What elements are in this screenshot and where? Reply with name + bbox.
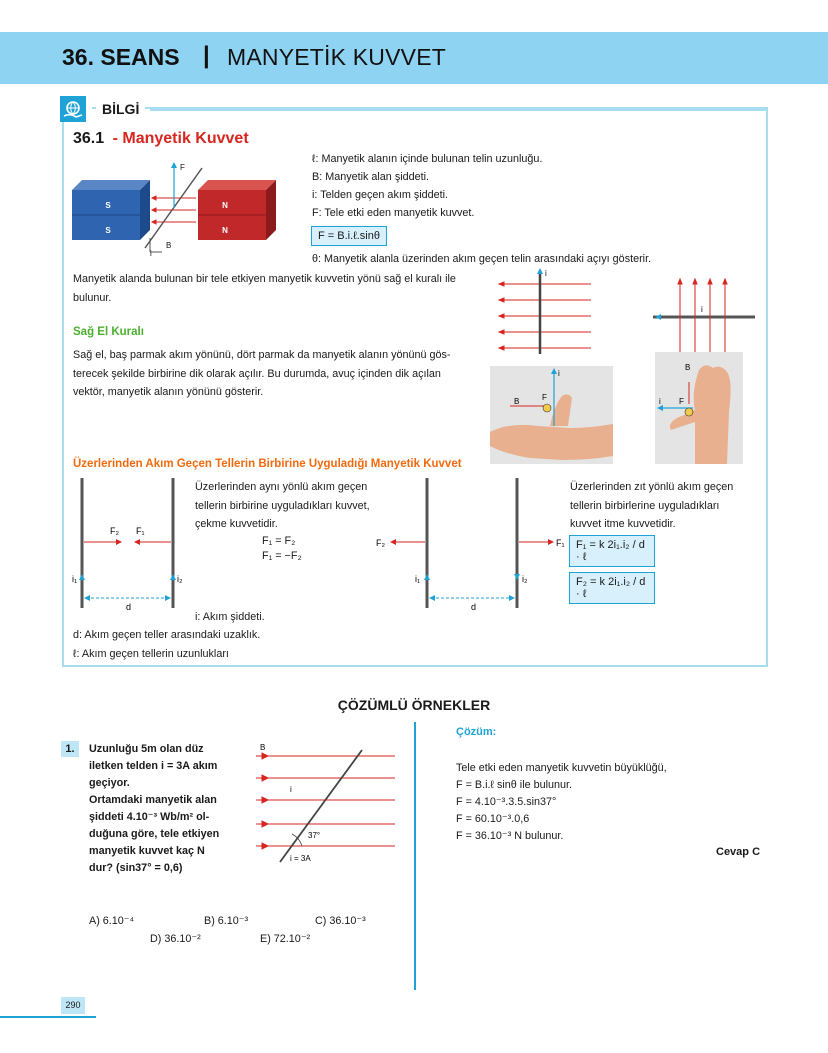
f1-formula-box: F₁ = k 2i₁.i₂ / d · ℓ	[569, 535, 655, 567]
same-f1-label: F₁	[136, 526, 145, 536]
question-number: 1.	[61, 741, 79, 757]
question-line-6: duğuna göre, tele etkiyen	[89, 828, 220, 840]
solution-line-1: Tele etki eden manyetik kuvvetin büyüklüğü,	[456, 762, 667, 774]
definition-current: i: Telden geçen akım şiddeti.	[312, 189, 449, 201]
same-direction-text	[195, 478, 370, 534]
session-title: MANYETİK KUVVET	[227, 44, 446, 70]
column-divider	[414, 722, 416, 990]
question-line-8: dur? (sin37° = 0,6)	[89, 862, 183, 874]
f2-formula-box: F₂ = k 2i₁.i₂ / d · ℓ	[569, 572, 655, 604]
question-line-5: şiddeti 4.10⁻³ Wb/m² ol-	[89, 811, 210, 823]
magnet-s-label-bottom: S	[105, 226, 111, 235]
section-title: Manyetik Kuvvet	[122, 130, 249, 147]
hand-illustration-right	[655, 352, 743, 464]
hand-left-f-label: F	[542, 393, 547, 402]
same-dir-line-3: çekme kuvvetidir.	[195, 518, 278, 530]
same-dir-line-1: Üzerlerinden aynı yönlü akım geçen	[195, 481, 368, 493]
direction-line-2: bulunur.	[73, 292, 112, 304]
rule-title: Sağ El Kuralı	[73, 326, 144, 338]
info-icon-wrap	[58, 96, 92, 122]
solution-line-2: F = B.i.ℓ sinθ ile bulunur.	[456, 779, 573, 791]
direction-paragraph	[73, 270, 483, 308]
magnet-i-label: i	[150, 249, 152, 258]
question-line-2: iletken telden i = 3A akım	[89, 760, 218, 772]
opp-d-label: d	[471, 602, 477, 612]
rule-paragraph	[73, 346, 483, 402]
question-figure	[250, 738, 400, 873]
opp-dir-line-1: Üzerlerinden zıt yönlü akım geçen	[570, 481, 734, 493]
force-equation-1: F₁ = F₂	[262, 535, 296, 547]
force-equations	[262, 534, 302, 564]
rule-line-1: Sağ el, baş parmak akım yönünü, dört parmak da manyetik alanın yönünü gös-	[73, 349, 451, 361]
question-i-label: i	[290, 785, 292, 794]
question-b-label: B	[260, 743, 266, 752]
wires-title: Üzerlerinden Akım Geçen Tellerin Birbirine Uyguladığı Manyetik Kuvvet	[73, 458, 462, 470]
magnet-b-label: B	[166, 241, 172, 250]
solution-line-3: F = 4.10⁻³.3.5.sin37°	[456, 796, 557, 808]
magnet-n-label-top: N	[222, 201, 228, 210]
section-number: 36.1	[73, 130, 105, 147]
option-e[interactable]: E) 72.10⁻²	[260, 933, 311, 945]
option-c[interactable]: C) 36.10⁻³	[315, 915, 366, 927]
examples-title: ÇÖZÜMLÜ ÖRNEKLER	[337, 697, 491, 713]
opp-dir-line-3: kuvvet itme kuvvetidir.	[570, 518, 676, 530]
opp-f2-label: F₂	[376, 538, 385, 548]
same-dir-line-2: tellerin birbirine uyguladıkları kuvvet,	[195, 499, 370, 512]
magnet-f-label: F	[180, 163, 185, 172]
option-b[interactable]: B) 6.10⁻³	[204, 915, 249, 927]
question-line-3: geçiyor.	[89, 777, 130, 789]
footer-rule	[0, 1016, 96, 1018]
info-icon	[58, 96, 88, 122]
question-line-7: manyetik kuvvet kaç N	[89, 845, 205, 857]
direction-line-1: Manyetik alanda bulunan bir tele etkiyen manyetik kuvvetin yönü sağ el kuralı ile	[73, 273, 456, 285]
opp-f1-label: F₁	[556, 538, 565, 548]
note-current: i: Akım şiddeti.	[195, 611, 265, 623]
page-header	[0, 32, 828, 84]
header-separator: |	[203, 42, 210, 69]
solution-title: Çözüm:	[456, 726, 497, 738]
solution-text	[456, 760, 667, 845]
opp-i1-label: i₁	[415, 574, 421, 584]
definition-length: ℓ: Manyetik alanın içinde bulunan telin uzunluğu.	[312, 153, 543, 165]
hand-right-i-label: i	[659, 397, 661, 406]
opp-dir-line-2: tellerin birbirlerine uyguladıkları	[570, 499, 720, 512]
same-d-label: d	[126, 602, 132, 612]
hand-left-b-label: B	[514, 397, 520, 406]
solution-line-5: F = 36.10⁻³ N bulunur.	[456, 830, 564, 842]
hand-icon-right	[655, 352, 743, 464]
definition-force: F: Tele etki eden manyetik kuvvet.	[312, 207, 475, 219]
info-label-rule	[150, 109, 768, 111]
magnet-s-label-top: S	[105, 201, 111, 210]
force-formula-box: F = B.i.ℓ.sinθ	[311, 226, 387, 246]
hand-right-f-label: F	[679, 397, 684, 406]
hand-left-i-label: i	[558, 369, 560, 378]
section-heading	[73, 130, 249, 148]
question-line-4: Ortamdaki manyetik alan	[89, 794, 217, 806]
option-d[interactable]: D) 36.10⁻²	[150, 933, 201, 945]
note-length: ℓ: Akım geçen tellerin uzunlukları	[73, 648, 229, 660]
session-number: 36. SEANS	[62, 44, 180, 70]
rule-line-3: vektör, manyetik alanın yönünü gösterir.	[73, 386, 264, 398]
solution-line-4: F = 60.10⁻³.0,6	[456, 813, 530, 825]
theta-definition: θ: Manyetik alanla üzerinden akım geçen telin arasındaki açıyı gösterir.	[312, 253, 652, 265]
magnet-figure	[70, 160, 290, 260]
same-i2-label: i₂	[177, 574, 183, 584]
opposite-direction-text	[570, 478, 733, 534]
same-direction-wires	[70, 474, 190, 614]
opp-i2-label: i₂	[522, 574, 528, 584]
definition-field: B: Manyetik alan şiddeti.	[312, 171, 430, 183]
question-current-label: i = 3A	[290, 854, 311, 863]
question-text	[89, 741, 225, 877]
magnet-n-label-bottom: N	[222, 226, 228, 235]
same-f2-label: F₂	[110, 526, 119, 536]
note-distance: d: Akım geçen teller arasındaki uzaklık.	[73, 629, 261, 641]
same-i1-label: i₁	[72, 574, 78, 584]
info-label: BİLGİ	[96, 101, 145, 117]
definitions-list	[312, 152, 542, 220]
force-equation-2: F₁ = −F₂	[262, 550, 302, 562]
question-line-1: Uzunluğu 5m olan düz	[89, 743, 204, 755]
question-angle-label: 37°	[308, 831, 321, 840]
page-number: 290	[61, 997, 85, 1014]
answer-label: Cevap C	[716, 846, 761, 858]
wire-current-label: i	[545, 269, 547, 278]
section-dash: -	[112, 130, 118, 147]
option-a[interactable]: A) 6.10⁻⁴	[89, 915, 135, 927]
hand-right-b-label: B	[685, 363, 691, 372]
top-wire-current-label: i	[701, 305, 703, 314]
opposite-direction-wires	[372, 474, 567, 614]
hand-illustration-left	[490, 366, 613, 464]
rule-line-2: terecek şekilde birbirine dik olarak açılır. Bu durumda, avuç içinden dik açılan	[73, 367, 441, 380]
hand-icon-left	[490, 366, 613, 464]
